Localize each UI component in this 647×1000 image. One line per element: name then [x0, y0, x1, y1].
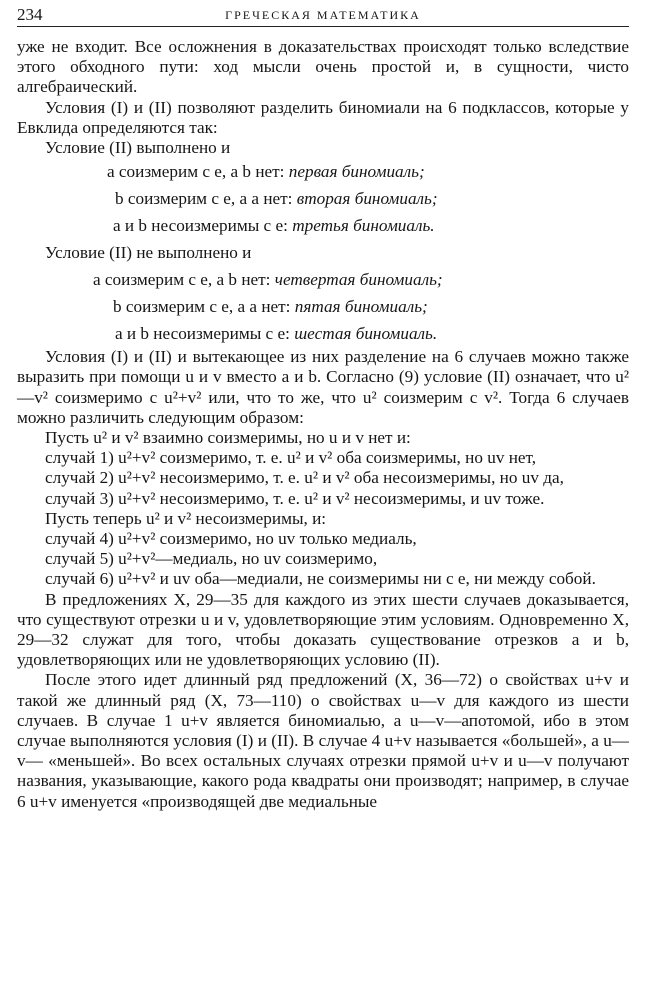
case-3: случай 3) u²+v² несоизмеримо, т. е. u² и v² несоизмеримы, и uv тоже.	[45, 488, 545, 508]
page-number: 234	[17, 5, 43, 24]
case-name: пятая биномиаль;	[294, 297, 428, 317]
case-text: b соизмерим с e, а a нет:	[113, 297, 295, 317]
case-2: случай 2) u²+v² несоизмеримо, т. е. u² и v² оба несоизмеримы, но uv да,	[45, 468, 564, 488]
case-sixth-binomial	[17, 320, 629, 347]
case-text: a и b несоизмеримы с e:	[113, 216, 293, 236]
case-4: случай 4) u²+v² соизмеримо, но uv только медиаль,	[45, 529, 417, 549]
case-name: вторая биномиаль;	[296, 189, 438, 209]
running-title: ГРЕЧЕСКАЯ МАТЕМАТИКА	[225, 8, 421, 22]
paragraph-1: уже не входит. Все осложнения в доказательствах происходят только вследствие этого обходного пути: ход мысли очень простой и, в сущности, чисто алгебраический.	[17, 37, 629, 97]
condition-ii-fulfilled: Условие (II) выполнено и	[45, 138, 231, 158]
paragraph-5: После этого идет длинный ряд предложений (X, 36—72) о свойствах u+v и такой же длинный ряд (X, 73—110) о свойствах u—v для каждого из шести случаев. В случае 1 u+v является биномиалью, а u—v—апотомой, ибо в этом случае выполняются условия (I) и (II). В случае 4 u+v называется «большей», а u—v— «меньшей». Во всех остальных случаях отрезки прямой u+v и u—v получают названия, указывающие, какого рода квадраты они производят; например, в случае 6 u+v именуется «производящей две медиальные	[17, 670, 629, 811]
case-fourth-binomial	[17, 266, 629, 293]
case-text: a и b несоизмеримы с e:	[115, 324, 295, 344]
case-third-binomial	[17, 212, 629, 239]
page-body	[17, 37, 629, 812]
case-first-binomial	[17, 158, 629, 185]
page-header	[17, 4, 629, 27]
case-second-binomial	[17, 185, 629, 212]
case-6: случай 6) u²+v² и uv оба—медиали, не соизмеримы ни с e, ни между собой.	[45, 569, 596, 589]
case-name: первая биномиаль;	[288, 162, 425, 182]
case-fifth-binomial	[17, 293, 629, 320]
condition-ii-not-fulfilled: Условие (II) не выполнено и	[45, 243, 252, 263]
case-name: четвертая биномиаль;	[274, 270, 443, 290]
line-commensurable: Пусть u² и v² взаимно соизмеримы, но u и v нет и:	[45, 428, 411, 448]
paragraph-2: Условия (I) и (II) позволяют разделить биномиали на 6 подклассов, которые у Евклида определяются так:	[17, 97, 629, 137]
line-incommensurable: Пусть теперь u² и v² несоизмеримы, и:	[45, 508, 327, 528]
page	[17, 4, 629, 812]
case-name: третья биномиаль.	[292, 216, 435, 236]
case-text: a соизмерим с e, а b нет:	[93, 270, 275, 290]
case-text: b соизмерим с e, а a нет:	[115, 189, 297, 209]
paragraph-3: Условия (I) и (II) и вытекающее из них разделение на 6 случаев можно также выразить при помощи u и v вместо a и b. Согласно (9) условие (II) означает, что u²—v² соизмеримо с u²+v² или, что то же, что u² соизмерим с v². Тогда 6 случаев можно различить следующим образом:	[17, 347, 629, 427]
paragraph-4: В предложениях X, 29—35 для каждого из этих шести случаев доказывается, что существуют отрезки u и v, удовлетворяющие этим условиям. Одновременно X, 29—32 служат для того, чтобы доказать существование отрезков a и b, удовлетворяющих или не удовлетворяющих условию (II).	[17, 589, 629, 670]
case-text: a соизмерим с e, а b нет:	[107, 162, 289, 182]
case-5: случай 5) u²+v²—медиаль, но uv соизмеримо,	[45, 549, 378, 569]
case-name: шестая биномиаль.	[294, 324, 438, 344]
case-1: случай 1) u²+v² соизмеримо, т. е. u² и v² оба соизмеримы, но uv нет,	[45, 448, 537, 468]
